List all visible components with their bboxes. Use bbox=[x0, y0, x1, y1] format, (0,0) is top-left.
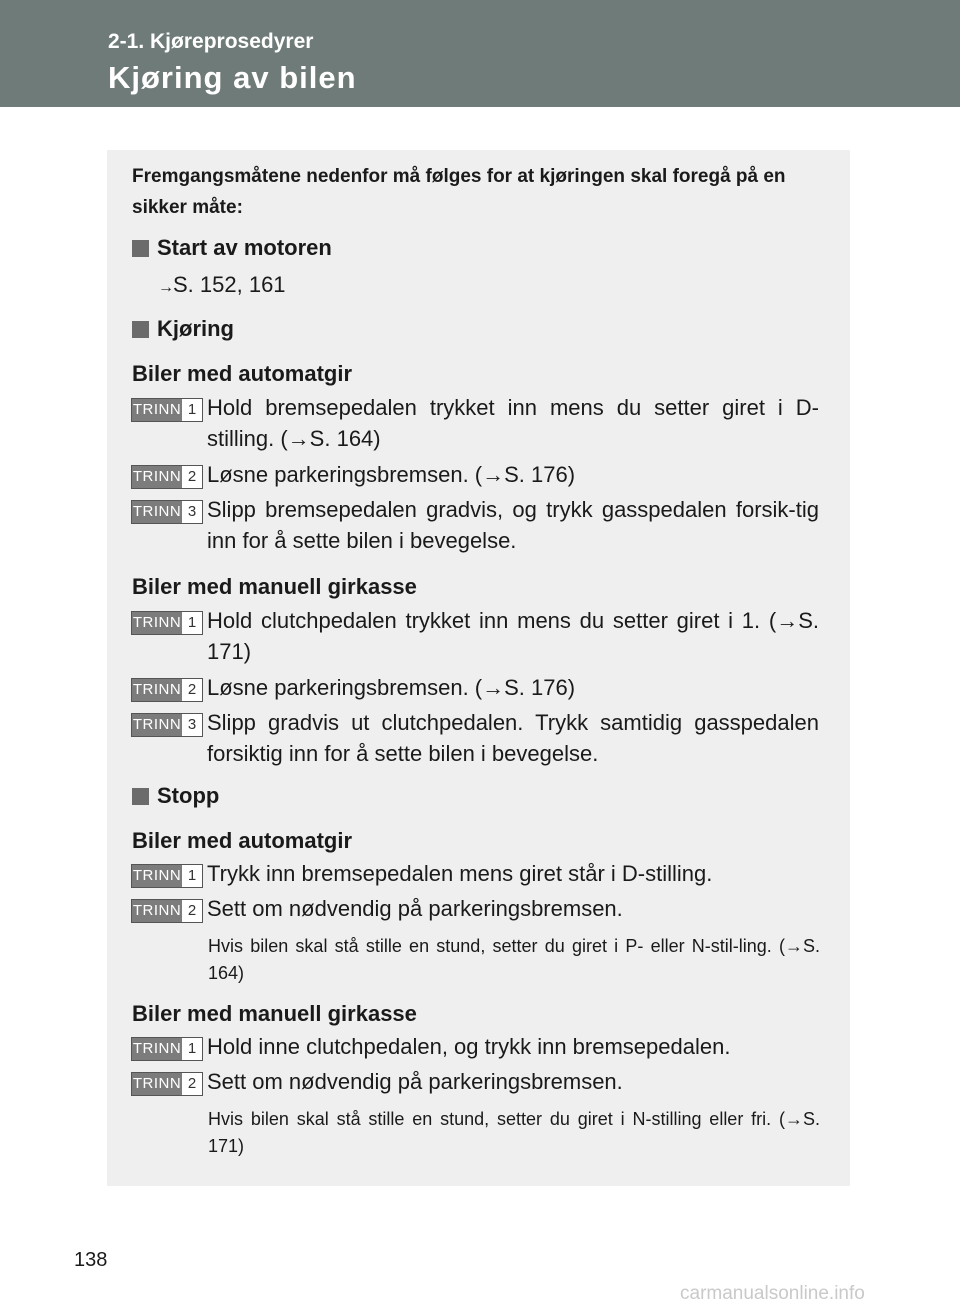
heading-stopping bbox=[132, 783, 219, 809]
step-text: Slipp gradvis ut clutchpedalen. Trykk samtidig gasspedalen forsiktig inn for å sette bilen i bevegelse. bbox=[207, 710, 819, 766]
step-text: Trykk inn bremsepedalen mens giret står i D-stilling. bbox=[207, 861, 713, 886]
step-badge-label: TRINN bbox=[132, 399, 182, 421]
step-badge bbox=[131, 398, 203, 422]
heading-stopping-label: Stopp bbox=[157, 783, 220, 808]
step-badge bbox=[131, 500, 203, 524]
step-badge-label: TRINN bbox=[132, 612, 182, 634]
step-text: Hold inne clutchpedalen, og trykk inn bremsepedalen. bbox=[207, 1034, 731, 1059]
arrow-right-icon: → bbox=[158, 279, 173, 296]
heading-driving bbox=[132, 316, 234, 342]
step-text: Løsne parkeringsbremsen. (→S. 176) bbox=[207, 462, 576, 487]
page-title: Kjøring av bilen bbox=[108, 60, 357, 95]
step-badge-number: 2 bbox=[182, 679, 202, 701]
intro-text: Fremgangsmåtene nedenfor må følges for at kjøringen skal foregå på en sikker måte: bbox=[132, 166, 786, 218]
heading-driving-label: Kjøring bbox=[157, 316, 234, 341]
step-badge-number: 1 bbox=[182, 399, 202, 421]
step-badge-label: TRINN bbox=[132, 900, 182, 922]
step-badge-label: TRINN bbox=[132, 1073, 182, 1095]
square-bullet-icon bbox=[132, 788, 149, 805]
step-badge-number: 3 bbox=[182, 501, 202, 523]
square-bullet-icon bbox=[132, 240, 149, 257]
step-badge bbox=[131, 864, 203, 888]
step-text: Sett om nødvendig på parkeringsbremsen. bbox=[207, 896, 623, 921]
step-badge-number: 2 bbox=[182, 1073, 202, 1095]
step-badge bbox=[131, 899, 203, 923]
step-badge bbox=[131, 1072, 203, 1096]
step-text: Slipp bremsepedalen gradvis, og trykk gasspedalen forsik-tig inn for å sette bilen i bevegelse. bbox=[207, 497, 819, 553]
step-badge bbox=[131, 678, 203, 702]
page-header bbox=[0, 0, 960, 107]
page-number: 138 bbox=[74, 1249, 108, 1271]
step-badge bbox=[131, 611, 203, 635]
step-badge-number: 1 bbox=[182, 1038, 202, 1060]
note-text: Hvis bilen skal stå stille en stund, setter du giret i P- eller N-stil-ling. (→S. 164) bbox=[208, 936, 820, 983]
heading-start bbox=[132, 235, 332, 261]
subheading-automatic: Biler med automatgir bbox=[132, 828, 353, 853]
subheading-automatic: Biler med automatgir bbox=[132, 361, 353, 386]
subheading-manual: Biler med manuell girkasse bbox=[132, 574, 417, 599]
step-badge-number: 2 bbox=[182, 900, 202, 922]
note-text: Hvis bilen skal stå stille en stund, setter du giret i N-stilling eller fri. (→S. 171) bbox=[208, 1109, 820, 1156]
step-badge-label: TRINN bbox=[132, 1038, 182, 1060]
step-text: Sett om nødvendig på parkeringsbremsen. bbox=[207, 1069, 623, 1094]
step-badge-number: 1 bbox=[182, 612, 202, 634]
step-badge-label: TRINN bbox=[132, 501, 182, 523]
step-badge-label: TRINN bbox=[132, 865, 182, 887]
step-badge bbox=[131, 1037, 203, 1061]
step-badge-label: TRINN bbox=[132, 679, 182, 701]
start-reference[interactable] bbox=[158, 272, 286, 298]
step-badge-number: 1 bbox=[182, 865, 202, 887]
step-badge-number: 3 bbox=[182, 714, 202, 736]
step-badge-number: 2 bbox=[182, 466, 202, 488]
step-text: Hold clutchpedalen trykket inn mens du setter giret i 1. (→S. 171) bbox=[207, 608, 819, 664]
step-text: Løsne parkeringsbremsen. (→S. 176) bbox=[207, 675, 576, 700]
heading-start-label: Start av motoren bbox=[157, 235, 332, 260]
subheading-manual: Biler med manuell girkasse bbox=[132, 1001, 417, 1026]
step-badge bbox=[131, 465, 203, 489]
step-badge bbox=[131, 713, 203, 737]
step-text: Hold bremsepedalen trykket inn mens du setter giret i D-stilling. (→S. 164) bbox=[207, 395, 819, 451]
start-reference-text: S. 152, 161 bbox=[173, 272, 286, 297]
step-badge-label: TRINN bbox=[132, 714, 182, 736]
step-badge-label: TRINN bbox=[132, 466, 182, 488]
section-label: 2-1. Kjøreprosedyrer bbox=[108, 30, 314, 53]
square-bullet-icon bbox=[132, 321, 149, 338]
watermark: carmanualsonline.info bbox=[680, 1283, 865, 1304]
